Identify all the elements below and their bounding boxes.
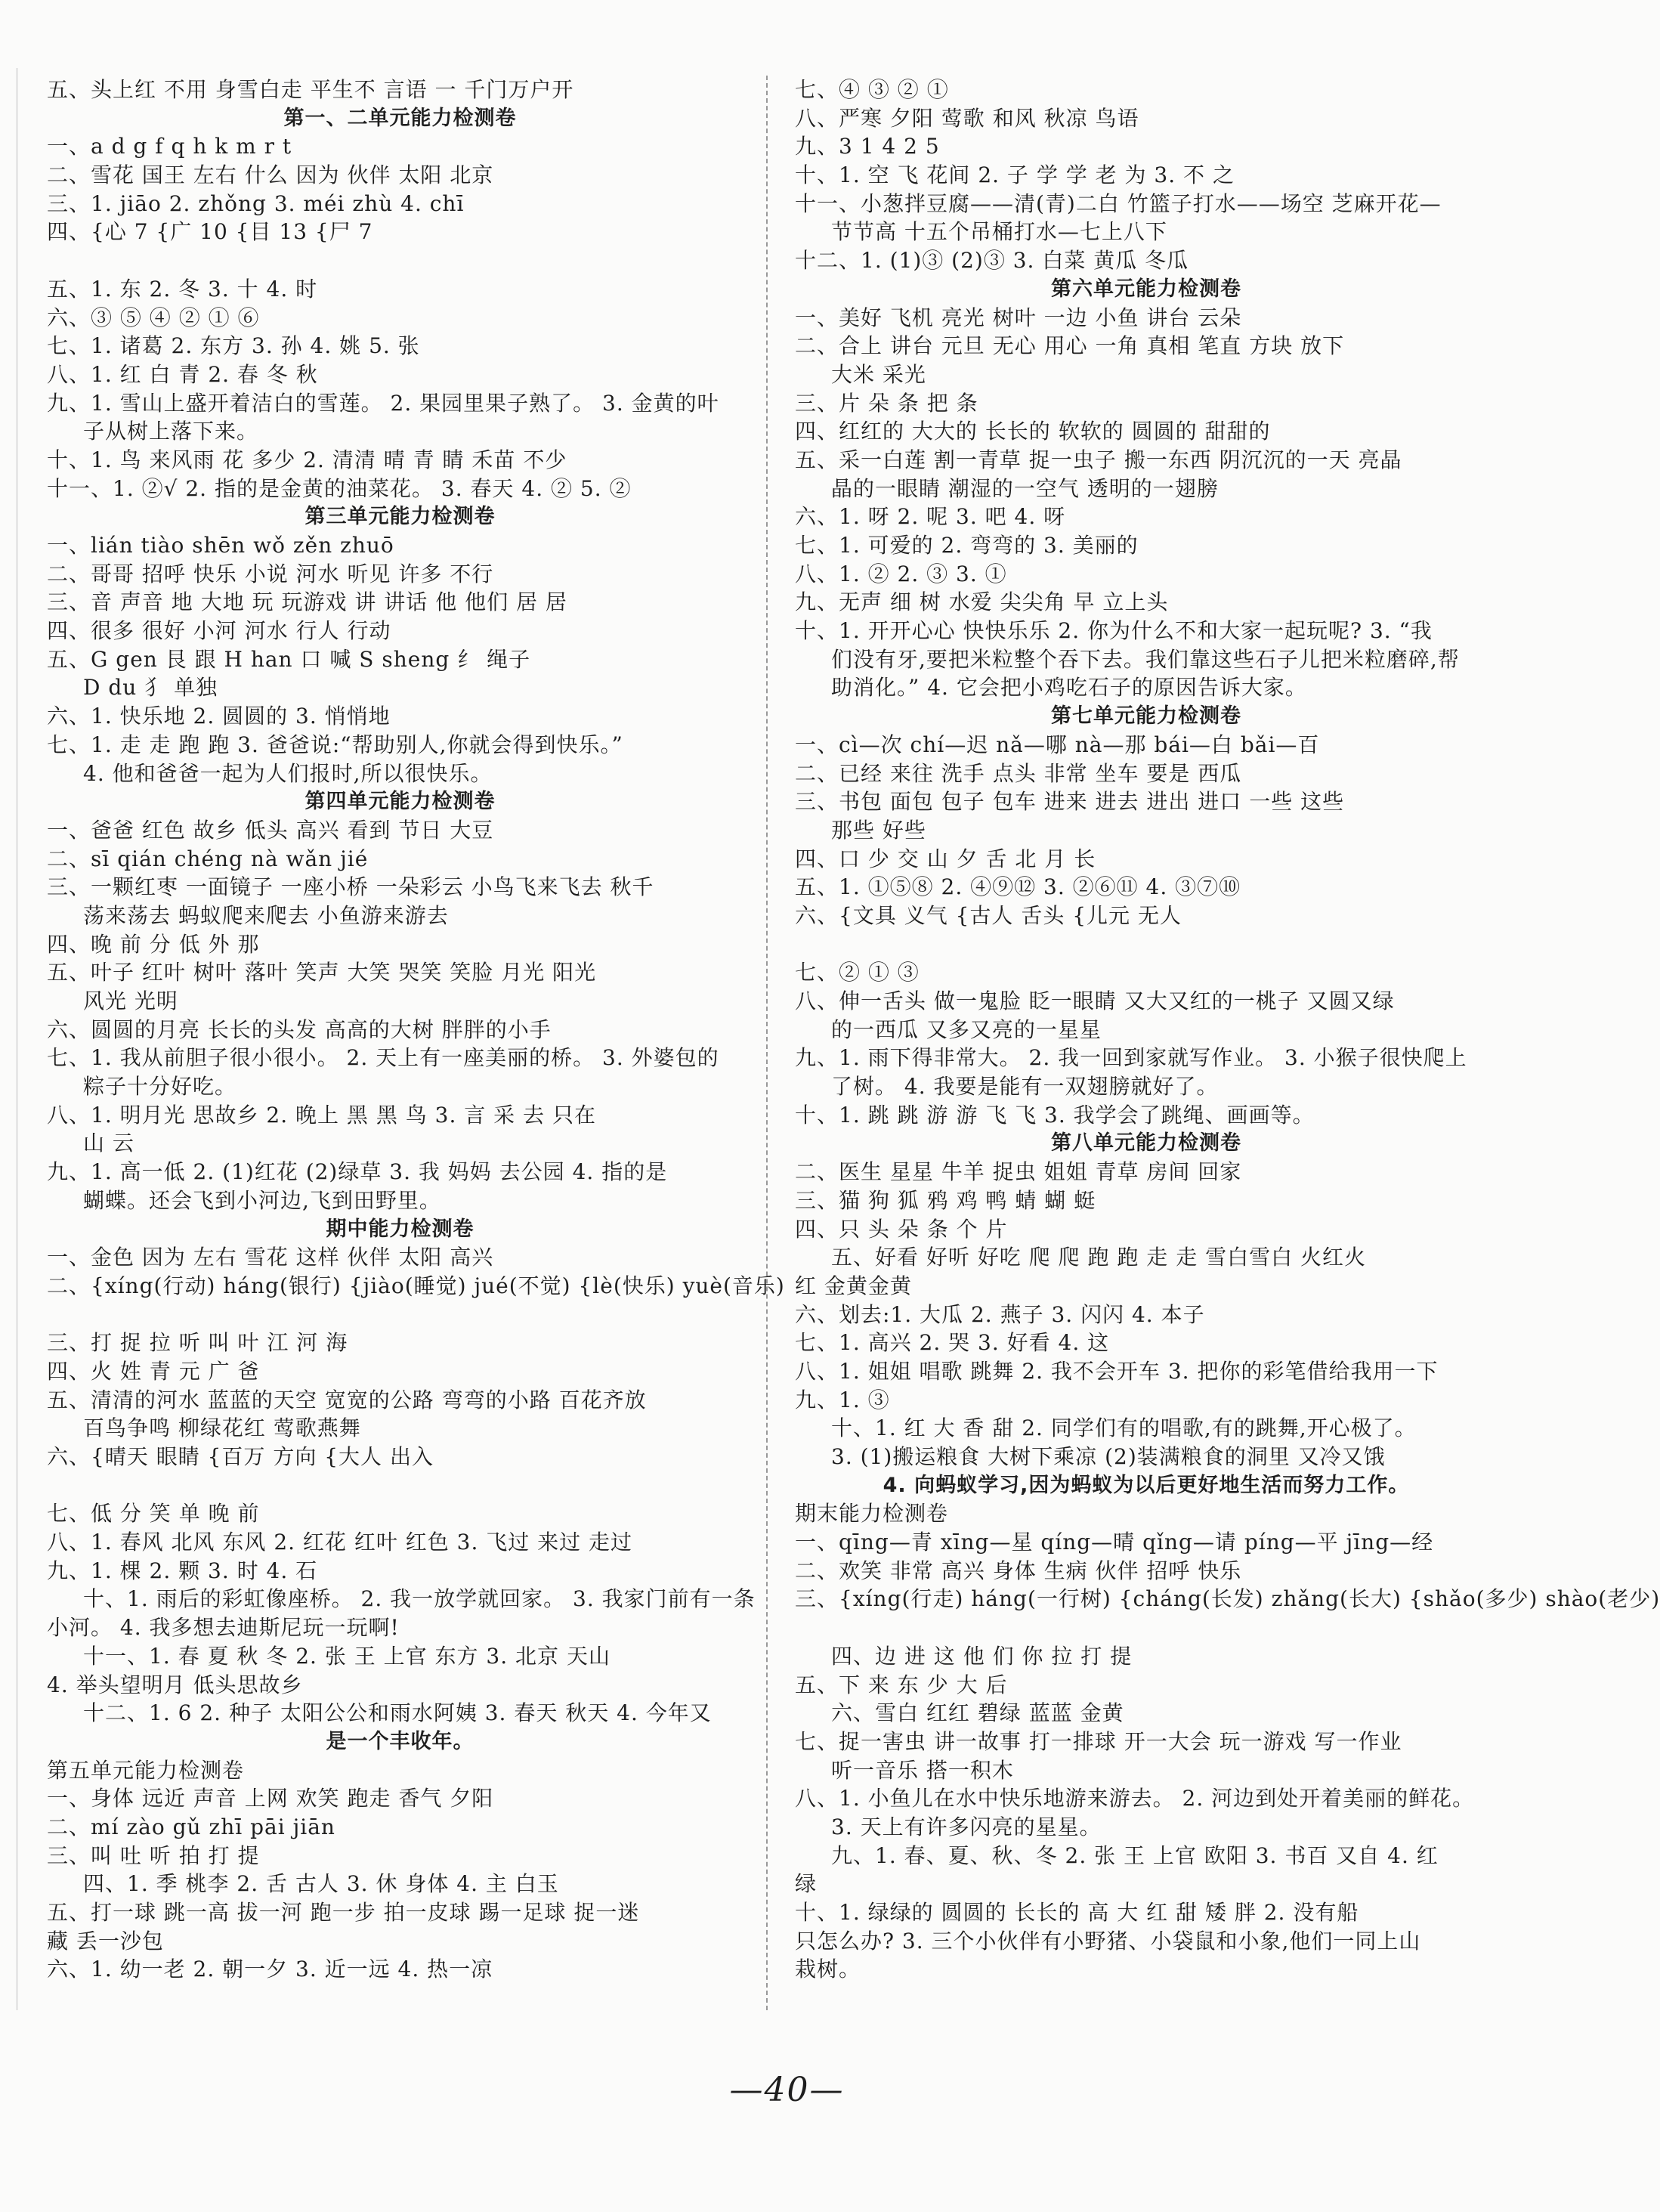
answer-line: 粽子十分好吃。 [83,1074,237,1100]
answer-line: 一、美好 飞机 亮光 树叶 一边 小鱼 讲台 云朵 [795,305,1242,330]
answer-line [47,1471,753,1500]
answer-line: 听一音乐 搭一积木 [831,1757,1014,1783]
answer-line: 藏 丢一沙包 [47,1928,164,1954]
answer-line: 二、医生 星星 牛羊 捉虫 姐姐 青草 房间 回家 [795,1159,1242,1185]
answer-line [795,1613,1498,1642]
answer-line: 六、圆圆的月亮 长长的头发 高高的大树 胖胖的小手 [47,1016,552,1042]
answer-line: 绿 [795,1871,818,1897]
answer-line: 十、1. 鸟 来风雨 花 多少 2. 清清 晴 青 睛 禾苗 不少 [47,447,567,472]
answer-line: 八、1. 小鱼儿在水中快乐地游来游去。 2. 河边到处开着美丽的鲜花。 [795,1786,1475,1811]
answer-line: 栽树。 [795,1957,861,1982]
answer-line: 九、1. 雨下得非常大。 2. 我一回到家就写作业。 3. 小猴子很快爬上 [795,1045,1467,1071]
answer-line: 一、身体 远近 声音 上网 欢笑 跑走 香气 夕阳 [47,1786,494,1811]
answer-line: 七、低 分 笑 单 晚 前 [47,1501,260,1527]
answer-line: 九、无声 细 树 水爱 尖尖角 早 立上头 [795,589,1169,615]
section-heading: 第一、二单元能力检测卷 [283,106,517,130]
answer-line: 三、{xíng(行走) háng(一行树) {cháng(长发) zhǎng(长大) {shǎo(多少) shào(老少) [795,1586,1660,1612]
answer-line: 五、打一球 跳一高 拔一河 跑一步 拍一皮球 踢一足球 捉一迷 [47,1900,640,1925]
answer-line: 十、1. 绿绿的 圆圆的 长长的 高 大 红 甜 矮 胖 2. 没有船 [795,1900,1359,1925]
answer-line: 九、3 1 4 2 5 [795,134,940,159]
answer-line: 三、片 朵 条 把 条 [795,390,978,416]
answer-line: 六、③ ⑤ ④ ② ① ⑥ [47,305,260,330]
answer-line: 五、好看 好听 好吃 爬 爬 跑 跑 走 走 雪白雪白 火红火 [831,1245,1367,1270]
answer-line: 山 云 [83,1131,134,1156]
answer-line: 七、② ① ③ [795,960,920,985]
answer-line: 六、1. 幼一老 2. 朝一夕 3. 近一远 4. 热一凉 [47,1957,493,1982]
answer-line: 晶的一眼睛 潮湿的一空气 透明的一翅膀 [831,475,1219,501]
answer-line: 了树。 4. 我要是能有一双翅膀就好了。 [831,1074,1219,1100]
answer-line: 九、1. 棵 2. 颗 3. 时 4. 石 [47,1558,318,1583]
answer-line: 三、打 捉 拉 听 叫 叶 江 河 海 [47,1330,348,1356]
answer-line: 子从树上落下来。 [83,419,259,444]
answer-line: 一、lián tiào shēn wǒ zěn zhuō [47,533,394,558]
section-heading: 是一个丰收年。 [326,1729,475,1753]
answer-line: 二、欢笑 非常 高兴 身体 生病 伙伴 招呼 快乐 [795,1558,1242,1583]
answer-line: 一、cì—次 chí—迟 nǎ—哪 nà—那 bái—白 bǎi—百 [795,732,1320,757]
answer-line: 三、一颗红枣 一面镜子 一座小桥 一朵彩云 小鸟飞来飞去 秋千 [47,874,654,900]
answer-line: 十、1. 红 大 香 甜 2. 同学们有的唱歌,有的跳舞,开心极了。 [831,1415,1417,1441]
answer-line: 五、采一白莲 割一青草 捉一虫子 搬一东西 阴沉沉的一天 亮晶 [795,447,1402,472]
answer-line: 四、火 姓 青 元 广 爸 [47,1358,260,1384]
section-heading: 期中能力检测卷 [326,1217,475,1241]
answer-line: 七、④ ③ ② ① [795,77,949,102]
answer-line: 七、1. 高兴 2. 哭 3. 好看 4. 这 [795,1330,1110,1356]
answer-line: 五、叶子 红叶 树叶 落叶 笑声 大笑 哭笑 笑脸 月光 阳光 [47,960,597,985]
answer-line: 四、很多 很好 小河 河水 行人 行动 [47,618,391,644]
answer-line: 三、音 声音 地 大地 玩 玩游戏 讲 讲话 他 他们 居 居 [47,589,567,615]
answer-line: 三、书包 面包 包子 包车 进来 进去 进出 进口 一些 这些 [795,789,1345,815]
answer-line: 十一、1. ②√ 2. 指的是金黄的油菜花。 3. 春天 4. ② 5. ② [47,475,632,501]
answer-line: 六、{文具 义气 {古人 舌头 {儿元 无人 [795,902,1182,928]
answer-line: 八、1. 明月光 思故乡 2. 晚上 黑 黑 鸟 3. 言 采 去 只在 [47,1102,596,1128]
answer-line [47,246,753,275]
right-answer-column [795,76,1660,1984]
answer-line: 3. 天上有许多闪亮的星星。 [831,1814,1102,1839]
answer-line: 四、口 少 交 山 夕 舌 北 月 长 [795,846,1096,871]
page-number: —40— [729,2071,845,2109]
answer-line: 3. (1)搬运粮食 大树下乘凉 (2)装满粮食的洞里 又冷又饿 [831,1444,1386,1469]
answer-line: 七、1. 可爱的 2. 弯弯的 3. 美丽的 [795,533,1139,558]
answer-line: 二、{xíng(行动) háng(银行) {jiào(睡觉) jué(不觉) {lè(快乐) yuè(音乐) [47,1273,785,1298]
answer-line [795,930,1498,959]
answer-line: 六、雪白 红红 碧绿 蓝蓝 金黄 [831,1700,1124,1726]
answer-line: 九、1. 春、夏、秋、冬 2. 张 王 上官 欧阳 3. 书百 又自 4. 红 [831,1842,1439,1868]
answer-line: 五、头上红 不用 身雪白走 平生不 言语 一 千门万户开 [47,77,574,102]
answer-line: 五、1. ①⑤⑧ 2. ④⑨⑫ 3. ②⑥⑪ 4. ③⑦⑩ [795,874,1241,900]
answer-line: 七、1. 诸葛 2. 东方 3. 孙 4. 姚 5. 张 [47,333,420,359]
answer-line: 荡来荡去 蚂蚁爬来爬去 小鱼游来游去 [83,902,449,928]
answer-line: 五、下 来 东 少 大 后 [795,1672,1008,1697]
answer-line: 九、1. 高一低 2. (1)红花 (2)绿草 3. 我 妈妈 去公园 4. 指的是 [47,1159,668,1185]
answer-line: 二、哥哥 招呼 快乐 小说 河水 听见 许多 不行 [47,561,494,586]
answer-line: 十一、小葱拌豆腐——清(青)二白 竹篮子打水——场空 芝麻开花— [795,190,1442,216]
answer-line: 八、严寒 夕阳 莺歌 和风 秋凉 鸟语 [795,105,1139,131]
answer-line [47,1301,753,1329]
answer-line: 一、金色 因为 左右 雪花 这样 伙伴 太阳 高兴 [47,1245,494,1270]
answer-line: 七、捉一害虫 讲一故事 打一排球 开一大会 玩一游戏 写一作业 [795,1728,1402,1754]
answer-line: 七、1. 我从前胆子很小很小。 2. 天上有一座美丽的桥。 3. 外婆包的 [47,1045,719,1071]
answer-line: 四、{心 7 {广 10 {目 13 {尸 7 [47,219,373,245]
section-heading: 第三单元能力检测卷 [304,505,496,529]
answer-line: 八、1. 春风 北风 东风 2. 红花 红叶 红色 3. 飞过 来过 走过 [47,1530,633,1555]
answer-line: 五、清清的河水 蓝蓝的天空 宽宽的公路 弯弯的小路 百花齐放 [47,1387,647,1412]
answer-line: 十二、1. (1)③ (2)③ 3. 白菜 黄瓜 冬瓜 [795,248,1189,274]
answer-line: 百鸟争鸣 柳绿花红 莺歌燕舞 [83,1415,361,1441]
answer-line: 五、G gen 艮 跟 H han 口 喊 S sheng 纟 绳子 [47,646,531,672]
answer-line: 九、1. ③ [795,1387,890,1412]
answer-line: 四、边 进 这 他 们 你 拉 打 提 [831,1643,1133,1669]
answer-line: 四、红红的 大大的 长长的 软软的 圆圆的 甜甜的 [795,419,1271,444]
answer-line: 红 金黄金黄 [795,1273,912,1298]
answer-line: 一、qīng—青 xīng—星 qíng—晴 qǐng—请 píng—平 jīng—经 [795,1530,1434,1555]
answer-line: 小河。 4. 我多想去迪斯尼玩一玩啊! [47,1615,400,1641]
answer-line: 六、{晴天 眼睛 {百万 方向 {大人 出入 [47,1444,434,1469]
answer-line: 六、划去:1. 大瓜 2. 燕子 3. 闪闪 4. 本子 [795,1301,1205,1327]
answer-line: 十、1. 空 飞 花间 2. 子 学 学 老 为 3. 不 之 [795,162,1235,188]
section-heading: 4. 向蚂蚁学习,因为蚂蚁为以后更好地生活而努力工作。 [883,1473,1410,1497]
answer-line: 四、晚 前 分 低 外 那 [47,931,260,957]
answer-line: 三、叫 吐 听 拍 打 提 [47,1842,260,1868]
answer-line: 二、已经 来往 洗手 点头 非常 坐车 要是 西瓜 [795,760,1242,786]
answer-line: 十、1. 雨后的彩虹像座桥。 2. 我一放学就回家。 3. 我家门前有一条 [83,1586,756,1612]
answer-line: 一、a d g f q h k m r t [47,134,292,159]
answer-line: 八、1. ② 2. ③ 3. ① [795,561,1007,586]
answer-line: 第五单元能力检测卷 [47,1757,245,1783]
answer-line: 的一西瓜 又多又亮的一星星 [831,1016,1102,1042]
answer-line: 助消化。” 4. 它会把小鸡吃石子的原因告诉大家。 [831,675,1307,701]
answer-line: 4. 他和爸爸一起为人们报时,所以很快乐。 [83,760,493,786]
answer-line: 七、1. 走 走 跑 跑 3. 爸爸说:“帮助别人,你就会得到快乐。” [47,732,623,757]
answer-line: D du 犭 单独 [83,675,218,701]
answer-line: 十一、1. 春 夏 秋 冬 2. 张 王 上官 东方 3. 北京 天山 [83,1643,611,1669]
answer-line: 三、猫 狗 狐 鸦 鸡 鸭 蜻 蝴 蜓 [795,1187,1096,1213]
answer-line: 二、合上 讲台 元旦 无心 用心 一角 真相 笔直 方块 放下 [795,333,1345,359]
answer-line: 九、1. 雪山上盛开着洁白的雪莲。 2. 果园里果子熟了。 3. 金黄的叶 [47,390,719,416]
answer-line: 们没有牙,要把米粒整个吞下去。我们靠这些石子儿把米粒磨碎,帮 [831,646,1460,672]
answer-line: 十、1. 跳 跳 游 游 飞 飞 3. 我学会了跳绳、画画等。 [795,1102,1315,1128]
answer-line: 六、1. 快乐地 2. 圆圆的 3. 悄悄地 [47,704,391,729]
section-heading: 第七单元能力检测卷 [1051,704,1241,729]
answer-line: 一、爸爸 红色 故乡 低头 高兴 看到 节日 大豆 [47,817,494,843]
answer-line: 二、mí zào gǔ zhī pāi jiān [47,1814,335,1839]
answer-line: 十二、1. 6 2. 种子 太阳公公和雨水阿姨 3. 春天 秋天 4. 今年又 [83,1700,712,1726]
column-divider [766,76,768,2010]
section-heading: 第四单元能力检测卷 [304,790,496,814]
answer-line: 只怎么办? 3. 三个小伙伴有小野猪、小袋鼠和小象,他们一同上山 [795,1928,1421,1954]
answer-line: 期末能力检测卷 [795,1501,949,1527]
answer-line: 那些 好些 [831,817,926,843]
answer-line: 三、1. jiāo 2. zhǒng 3. méi zhù 4. chī [47,190,465,216]
answer-line: 风光 光明 [83,988,178,1013]
answer-line: 节节高 十五个吊桶打水—七上八下 [831,219,1167,245]
answer-line: 八、1. 红 白 青 2. 春 冬 秋 [47,361,318,387]
answer-line: 五、1. 东 2. 冬 3. 十 4. 时 [47,276,318,302]
answer-line: 二、雪花 国王 左右 什么 因为 伙伴 太阳 北京 [47,162,494,188]
answer-line: 八、1. 姐姐 唱歌 跳舞 2. 我不会开车 3. 把你的彩笔借给我用一下 [795,1358,1439,1384]
answer-line: 四、只 头 朵 条 个 片 [795,1216,1008,1242]
answer-line: 八、伸一舌头 做一鬼脸 眨一眼睛 又大又红的一桃子 又圆又绿 [795,988,1395,1013]
answer-line: 六、1. 呀 2. 呢 3. 吧 4. 呀 [795,504,1066,530]
answer-line: 4. 举头望明月 低头思故乡 [47,1672,303,1697]
answer-line: 四、1. 季 桃李 2. 舌 古人 3. 休 身体 4. 主 白玉 [83,1871,559,1897]
left-answer-column [47,76,785,1984]
section-heading: 第六单元能力检测卷 [1051,277,1241,301]
section-heading: 第八单元能力检测卷 [1051,1131,1241,1155]
answer-line: 大米 采光 [831,361,926,387]
answer-line: 十、1. 开开心心 快快乐乐 2. 你为什么不和大家一起玩呢? 3. “我 [795,618,1433,644]
answer-line: 二、sī qián chéng nà wǎn jié [47,846,369,871]
answer-line: 蝴蝶。还会飞到小河边,飞到田野里。 [83,1187,441,1213]
